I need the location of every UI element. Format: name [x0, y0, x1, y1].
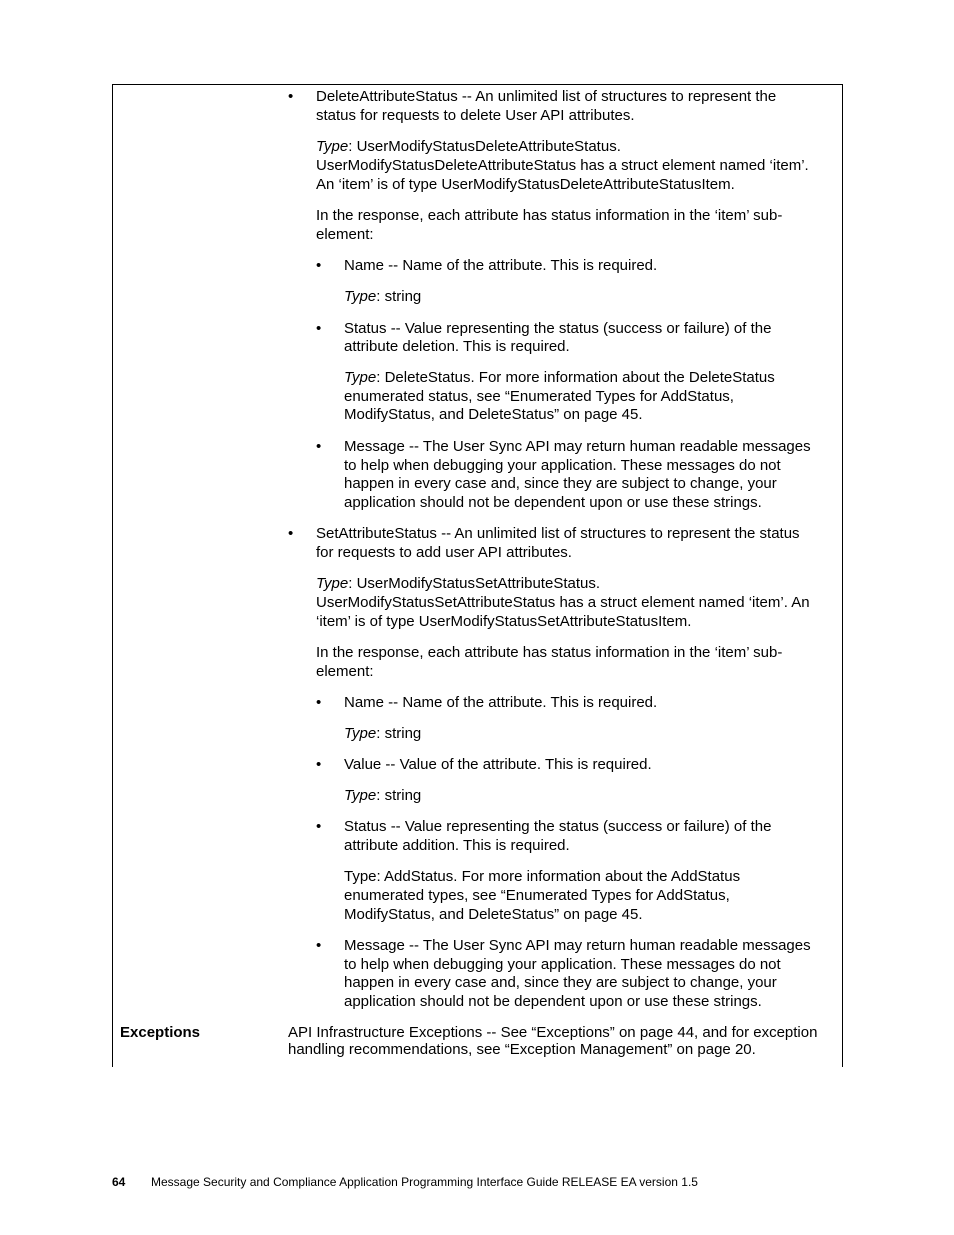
delete-attribute-status-line-1: DeleteAttributeStatus -- An unlimited list of structures to represent the [316, 88, 777, 105]
footer-title: Message Security and Compliance Application Programming Interface Guide RELEASE EA version 1.5 [151, 1175, 698, 1189]
delete-name-item: Name -- Name of the attribute. This is required. [344, 257, 658, 274]
bullet: • [288, 88, 294, 105]
delete-response-line-2: element: [316, 226, 374, 243]
page-number: 64 [112, 1175, 126, 1189]
set-message-line-1: Message -- The User Sync API may return human readable messages [344, 937, 811, 954]
bullet: • [316, 818, 322, 835]
exceptions-text-line-2: handling recommendations, see “Exception Management” on page 20. [288, 1041, 756, 1058]
bullet: • [288, 525, 294, 542]
delete-type-line [316, 138, 621, 157]
type-string: : string [376, 725, 422, 742]
type-word: Type [316, 575, 349, 592]
set-status-type-line-2: enumerated types, see “Enumerated Types for AddStatus, [344, 887, 730, 904]
delete-status-type-value: : DeleteStatus. For more information about the DeleteStatus [376, 369, 775, 386]
type-word: Type [344, 288, 377, 305]
type-word: Type [344, 787, 377, 804]
delete-name-type [344, 288, 421, 307]
set-message-line-4: application should not be dependent upon or use these strings. [344, 993, 762, 1010]
set-name-type [344, 725, 421, 744]
delete-type-desc-line-1: UserModifyStatusDeleteAttributeStatus has a struct element named ‘item’. [316, 157, 809, 174]
delete-status-type-desc-1: enumerated status, see “Enumerated Types for AddStatus, [344, 388, 734, 405]
bullet: • [316, 694, 322, 711]
exceptions-label: Exceptions [120, 1024, 201, 1041]
delete-type-desc-line-2: An ‘item’ is of type UserModifyStatusDeleteAttributeStatusItem. [316, 176, 735, 193]
set-type-desc-line-1: UserModifyStatusSetAttributeStatus has a struct element named ‘item’. An [316, 594, 810, 611]
set-attribute-status-line-2: for requests to add user API attributes. [316, 544, 572, 561]
bullet: • [316, 756, 322, 773]
delete-status-line-2: attribute deletion. This is required. [344, 338, 570, 355]
delete-message-line-2: to help when debugging your application. These messages do not [344, 457, 781, 474]
set-name-item: Name -- Name of the attribute. This is required. [344, 694, 658, 711]
set-status-type-line-1: Type: AddStatus. For more information about the AddStatus [344, 868, 741, 885]
set-message-line-2: to help when debugging your application. These messages do not [344, 956, 781, 973]
type-word: Type [316, 138, 349, 155]
bullet: • [316, 320, 322, 337]
type-word: Type [344, 369, 377, 386]
set-status-line-2: attribute addition. This is required. [344, 837, 570, 854]
set-value-item: Value -- Value of the attribute. This is required. [344, 756, 652, 773]
set-value-type [344, 787, 421, 806]
set-status-type-line-3: ModifyStatus, and DeleteStatus” on page 45. [344, 906, 643, 923]
set-message-line-3: happen in every case and, since they are subject to change, your [344, 974, 777, 991]
delete-status-type-line [344, 369, 775, 388]
type-string: : string [376, 787, 422, 804]
bullet: • [316, 937, 322, 954]
bullet: • [316, 257, 322, 274]
bullet: • [316, 438, 322, 455]
type-string: : string [376, 288, 422, 305]
set-response-line-2: element: [316, 663, 374, 680]
type-word: Type [344, 725, 377, 742]
set-type-line [316, 575, 600, 594]
set-attribute-status-line-1: SetAttributeStatus -- An unlimited list of structures to represent the status [316, 525, 800, 542]
delete-attribute-status-line-2: status for requests to delete User API attributes. [316, 107, 635, 124]
set-type-desc-line-2: ‘item’ is of type UserModifyStatusSetAttributeStatusItem. [316, 613, 692, 630]
delete-status-line-1: Status -- Value representing the status (success or failure) of the [344, 320, 772, 337]
set-type-value: : UserModifyStatusSetAttributeStatus. [348, 575, 601, 592]
delete-status-type-desc-2: ModifyStatus, and DeleteStatus” on page 45. [344, 406, 643, 423]
set-status-line-1: Status -- Value representing the status (success or failure) of the [344, 818, 772, 835]
delete-message-line-4: application should not be dependent upon or use these strings. [344, 494, 762, 511]
set-response-line-1: In the response, each attribute has status information in the ‘item’ sub- [316, 644, 783, 661]
delete-type-value: : UserModifyStatusDeleteAttributeStatus. [348, 138, 621, 155]
delete-message-line-1: Message -- The User Sync API may return human readable messages [344, 438, 811, 455]
delete-message-line-3: happen in every case and, since they are subject to change, your [344, 475, 777, 492]
exceptions-text-line-1: API Infrastructure Exceptions -- See “Exceptions” on page 44, and for exception [288, 1024, 818, 1041]
delete-response-line-1: In the response, each attribute has status information in the ‘item’ sub- [316, 207, 783, 224]
